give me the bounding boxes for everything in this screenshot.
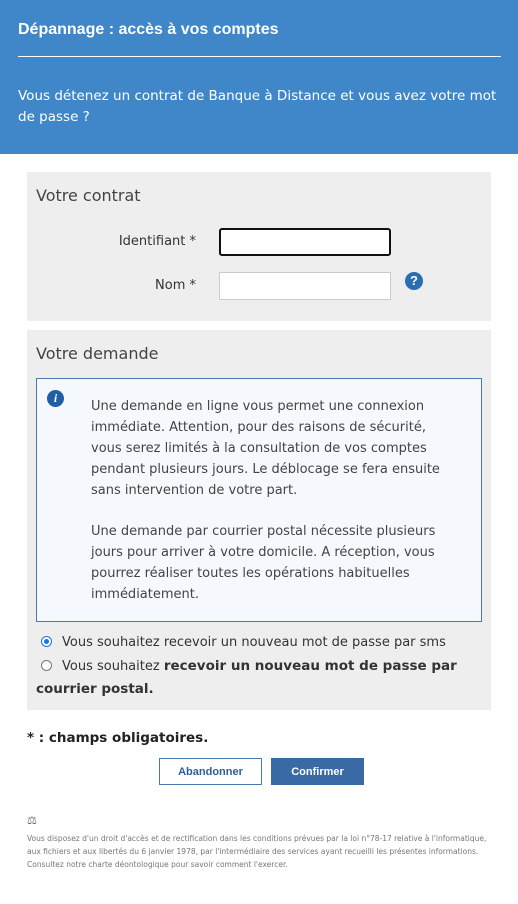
page-title: Dépannage : accès à vos comptes: [18, 21, 279, 38]
info-paragraph-online: Une demande en ligne vous permet une connexion immédiate. Attention, pour des raisons de sécurité, vous serez limités à la consultation de vos comptes pendant plusieurs jours. Le déblocage se fera ensuite sans intervention de votre part.: [91, 399, 440, 498]
nom-input[interactable]: [219, 272, 391, 300]
header-question: Vous détenez un contrat de Banque à Distance et vous avez votre mot de passe ?: [18, 88, 497, 125]
radio-postal[interactable]: [41, 660, 52, 671]
nom-label: Nom *: [155, 278, 196, 293]
contract-panel-title: Votre contrat: [36, 186, 141, 205]
identifiant-label: Identifiant *: [118, 234, 196, 249]
scales-icon: ⚖: [27, 814, 37, 827]
info-box: [36, 378, 482, 622]
question-circle-icon[interactable]: ?: [405, 272, 423, 290]
request-panel: [27, 330, 491, 710]
contract-panel: [27, 172, 491, 321]
confirm-button[interactable]: Confirmer: [271, 758, 364, 785]
option-sms[interactable]: [36, 632, 486, 654]
info-paragraph-postal: Une demande par courrier postal nécessite plusieurs jours pour arriver à votre domicile. A réception, vous pourrez réaliser toutes les opérations habituelles immédiatement.: [91, 524, 436, 602]
legal-notice: Vous disposez d'un droit d'accès et de rectification dans les conditions prévues par la loi n°78-17 relative à l'informatique, aux fichiers et aux libertés du 6 janvier 1978, par l'intermédiaire des services ayant recueilli les présentes informations. Consultez notre charte déontologique pour savoir comment l'exercer.: [27, 834, 487, 869]
cancel-button[interactable]: Abandonner: [159, 758, 262, 785]
page-header: [0, 0, 518, 154]
option-postal-bold: recevoir un nouveau mot de passe par courrier postal.: [36, 658, 457, 697]
option-sms-label: Vous souhaitez recevoir un nouveau mot de passe par sms: [62, 635, 446, 650]
info-circle-icon: i: [47, 390, 64, 407]
radio-sms[interactable]: [41, 636, 52, 647]
option-postal-prefix: Vous souhaitez: [62, 659, 164, 674]
header-divider: [18, 56, 501, 57]
required-fields-note: * : champs obligatoires.: [27, 730, 209, 746]
identifiant-input[interactable]: [219, 228, 391, 256]
request-panel-title: Votre demande: [36, 344, 159, 363]
option-postal[interactable]: [36, 655, 486, 701]
